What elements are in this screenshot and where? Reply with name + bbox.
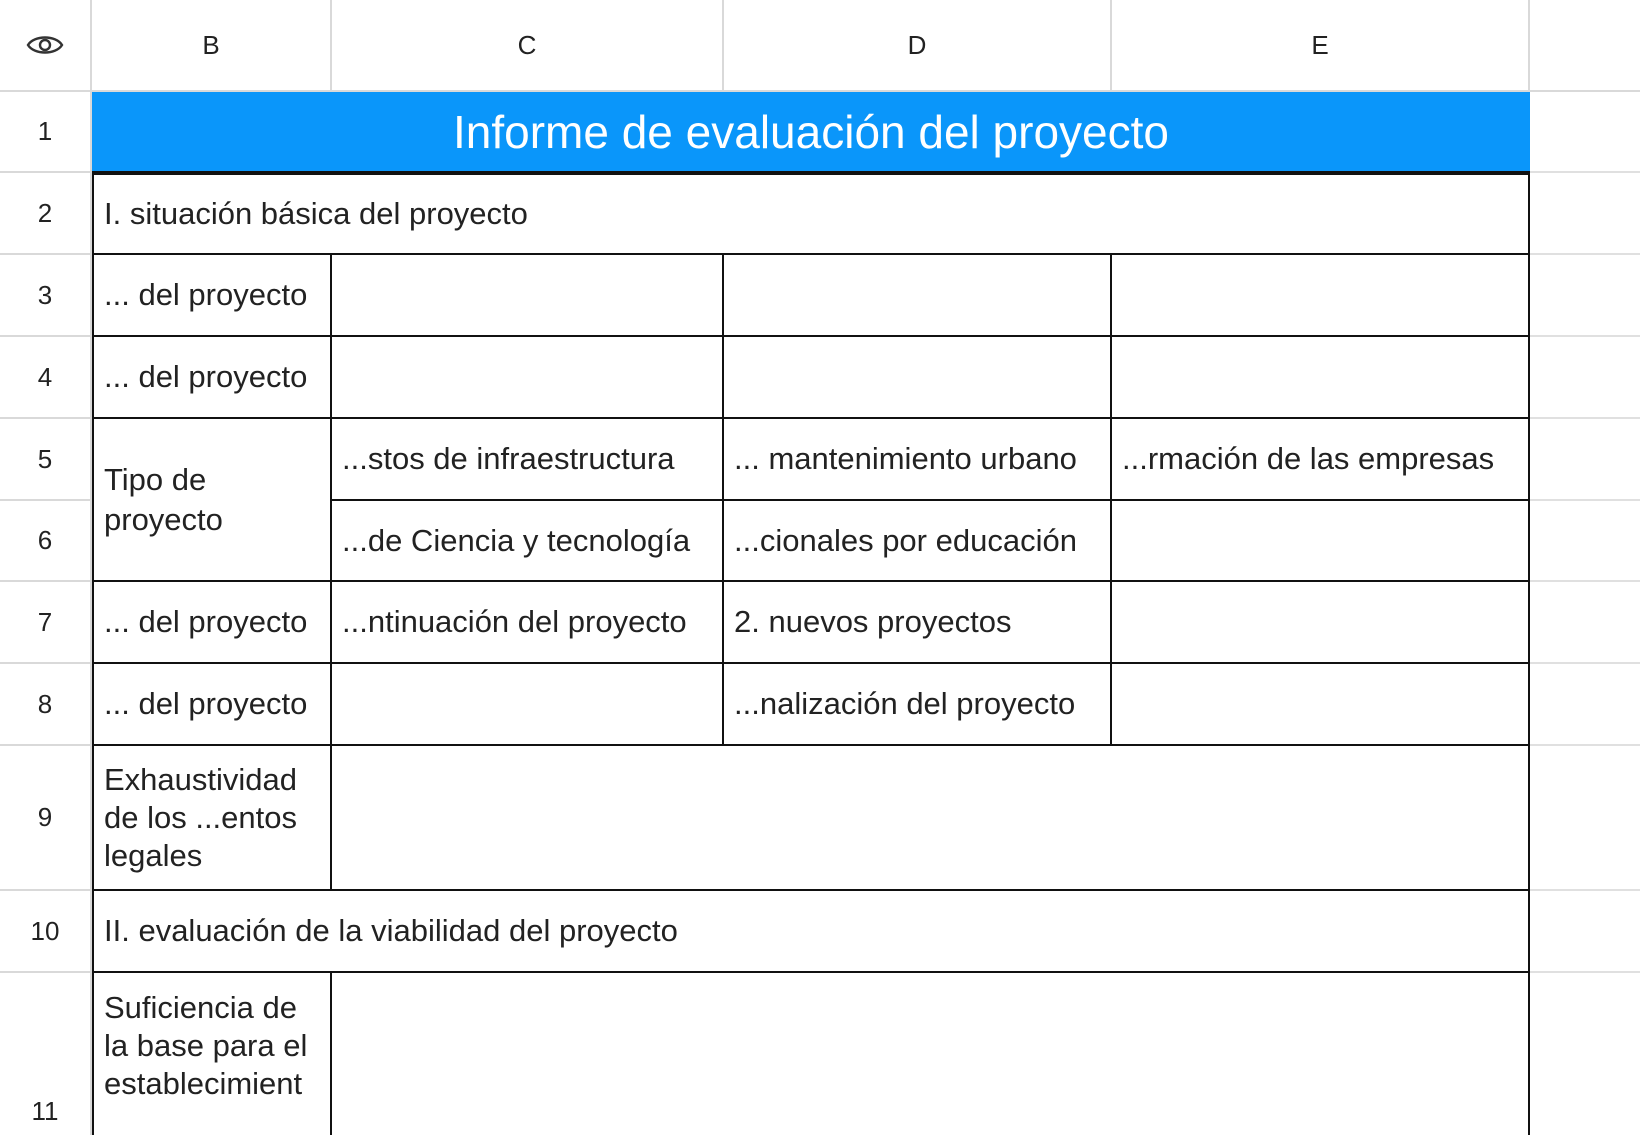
row-header-3[interactable]: 3 — [0, 255, 92, 337]
cell-d3[interactable] — [724, 255, 1112, 337]
select-all-corner[interactable] — [0, 0, 92, 92]
cell-b9[interactable]: Exhaustividad de los ...entos legales — [92, 746, 332, 891]
cell-e8[interactable] — [1112, 664, 1530, 746]
cell-c5[interactable]: ...stos de infraestructura — [332, 419, 724, 501]
cell-d6[interactable]: ...cionales por educación — [724, 501, 1112, 582]
cell-c3[interactable] — [332, 255, 724, 337]
row-header-7[interactable]: 7 — [0, 582, 92, 664]
cell-c6[interactable]: ...de Ciencia y tecnología — [332, 501, 724, 582]
cell-b5-project-type[interactable]: Tipo de proyecto — [92, 419, 332, 582]
cell-e3[interactable] — [1112, 255, 1530, 337]
row-header-1[interactable]: 1 — [0, 92, 92, 173]
cell-b4[interactable]: ... del proyecto — [92, 337, 332, 419]
cell-c7[interactable]: ...ntinuación del proyecto — [332, 582, 724, 664]
cell-d8[interactable]: ...nalización del proyecto — [724, 664, 1112, 746]
row-header-8[interactable]: 8 — [0, 664, 92, 746]
cell-c9-merged[interactable] — [332, 746, 1530, 891]
cell-b11[interactable]: Suficiencia de la base para el establecimient — [92, 973, 332, 1135]
cell-c11-merged[interactable] — [332, 973, 1530, 1135]
cell-d7[interactable]: 2. nuevos proyectos — [724, 582, 1112, 664]
cell-e6[interactable] — [1112, 501, 1530, 582]
column-header-e[interactable]: E — [1112, 0, 1530, 92]
cell-b7[interactable]: ... del proyecto — [92, 582, 332, 664]
cell-d5[interactable]: ... mantenimiento urbano — [724, 419, 1112, 501]
cell-b3[interactable]: ... del proyecto — [92, 255, 332, 337]
row-header-9[interactable]: 9 — [0, 746, 92, 891]
row-header-6[interactable]: 6 — [0, 501, 92, 582]
section-1-heading[interactable]: I. situación básica del proyecto — [92, 173, 1530, 255]
row-header-4[interactable]: 4 — [0, 337, 92, 419]
report-title[interactable]: Informe de evaluación del proyecto — [92, 92, 1530, 173]
row-header-10[interactable]: 10 — [0, 891, 92, 973]
cell-e5[interactable]: ...rmación de las empresas — [1112, 419, 1530, 501]
cell-b8[interactable]: ... del proyecto — [92, 664, 332, 746]
eye-icon[interactable] — [26, 32, 64, 58]
column-header-d[interactable]: D — [724, 0, 1112, 92]
column-header-c[interactable]: C — [332, 0, 724, 92]
cell-c4[interactable] — [332, 337, 724, 419]
cell-c8[interactable] — [332, 664, 724, 746]
cell-d4[interactable] — [724, 337, 1112, 419]
cell-e7[interactable] — [1112, 582, 1530, 664]
row-header-2[interactable]: 2 — [0, 173, 92, 255]
column-header-b[interactable]: B — [92, 0, 332, 92]
section-2-heading[interactable]: II. evaluación de la viabilidad del proyecto — [92, 891, 1530, 973]
cell-e4[interactable] — [1112, 337, 1530, 419]
row-header-11[interactable]: 11 — [0, 973, 92, 1135]
column-header-next[interactable] — [1530, 0, 1640, 92]
row-header-5[interactable]: 5 — [0, 419, 92, 501]
